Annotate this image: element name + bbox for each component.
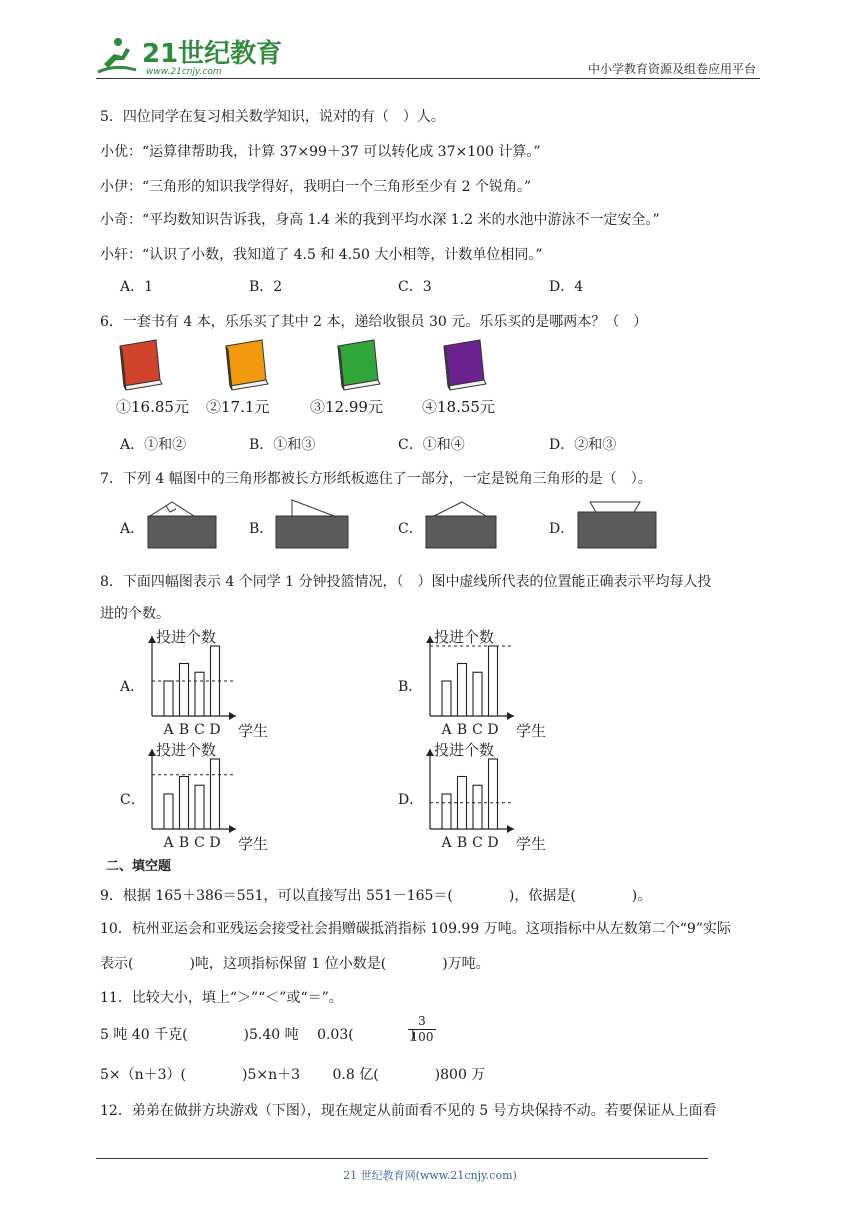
chart-category-label: B bbox=[456, 835, 468, 851]
chart-title: 投进个数 bbox=[156, 741, 217, 759]
q5-stem: 5．四位同学在复习相关数学知识，说对的有（ ）人。 bbox=[100, 109, 445, 125]
q7-figure-b bbox=[272, 496, 352, 550]
q6-stem: 6．一套书有 4 本，乐乐买了其中 2 本，递给收银员 30 元。乐乐买的是哪两本？（ ） bbox=[100, 314, 648, 330]
q5-statement-3: 小奇：“平均数知识告诉我，身高 1.4 米的我到平均水深 1.2 米的水池中游泳不一定安全。” bbox=[100, 212, 660, 228]
book-3-icon bbox=[338, 340, 380, 390]
footer-site: 21 世纪教育网(www.21cnjy.com) bbox=[343, 1169, 517, 1182]
chart-bar-A bbox=[164, 681, 173, 716]
q5-option-c[interactable]: C．3 bbox=[398, 279, 432, 295]
q5-statement-1: 小优：“运算律帮助我，计算 37×99＋37 可以转化成 37×100 计算。” bbox=[100, 144, 541, 160]
chart-bar-A bbox=[442, 681, 451, 716]
q7-label-c[interactable]: C． bbox=[398, 521, 423, 537]
q8-chart-d bbox=[418, 737, 568, 857]
platform-name: 中小学教育资源及组卷应用平台 bbox=[587, 62, 756, 76]
chart-category-label: B bbox=[456, 722, 468, 738]
chart-bar-A bbox=[442, 794, 451, 829]
q11-row-1: 5 吨 40 千克( )5.40 吨 0.03( ) bbox=[100, 1027, 416, 1043]
chart-title: 投进个数 bbox=[434, 628, 495, 646]
chart-bar-B bbox=[458, 664, 467, 717]
book-1-price: ①16.85元 bbox=[116, 398, 189, 416]
book-2-icon bbox=[226, 340, 268, 390]
book-2-price: ②17.1元 bbox=[206, 398, 270, 416]
q5-option-d[interactable]: D．4 bbox=[549, 279, 584, 295]
q8-label-c[interactable]: C． bbox=[120, 792, 145, 808]
book-3-price: ③12.99元 bbox=[310, 398, 383, 416]
book-4-price: ④18.55元 bbox=[422, 398, 495, 416]
q7-figure-c bbox=[422, 498, 500, 550]
chart-bar-A bbox=[164, 794, 173, 829]
q8-chart-c bbox=[140, 737, 290, 857]
q8-label-a[interactable]: A． bbox=[120, 679, 145, 695]
chart-category-label: A bbox=[441, 835, 452, 851]
chart-category-label: D bbox=[487, 835, 499, 851]
chart-bar-D bbox=[489, 759, 498, 829]
q6-option-d[interactable]: D．②和③ bbox=[549, 437, 617, 453]
books-illustration bbox=[110, 340, 530, 396]
q9-text: 9．根据 165＋386＝551，可以直接写出 551－165＝( )，依据是( )。 bbox=[100, 888, 652, 904]
chart-xlabel: 学生 bbox=[238, 722, 269, 740]
runner-icon bbox=[98, 38, 136, 72]
logo-url: www.21cnjy.com bbox=[146, 67, 222, 77]
chart-bar-D bbox=[489, 646, 498, 716]
q8-chart-a bbox=[140, 624, 290, 744]
q5-option-a[interactable]: A．1 bbox=[120, 279, 154, 295]
q11-fraction bbox=[408, 1014, 436, 1044]
q11-row-2: 5×（n＋3）( )5×n＋3 0.8 亿( )800 万 bbox=[100, 1067, 486, 1083]
fraction-numerator: 3 bbox=[418, 1014, 426, 1028]
chart-category-label: C bbox=[472, 835, 483, 851]
chart-bar-D bbox=[211, 759, 220, 829]
book-4-icon bbox=[444, 340, 486, 390]
chart-category-label: A bbox=[441, 722, 452, 738]
fraction-denominator: 100 bbox=[408, 1029, 436, 1044]
q5-option-b[interactable]: B．2 bbox=[249, 279, 283, 295]
chart-category-label: A bbox=[163, 722, 174, 738]
q8-chart-b bbox=[418, 624, 568, 744]
chart-xlabel: 学生 bbox=[238, 835, 269, 853]
chart-xlabel: 学生 bbox=[516, 722, 547, 740]
chart-category-label: C bbox=[472, 722, 483, 738]
chart-bar-C bbox=[473, 785, 482, 829]
chart-category-label: C bbox=[194, 835, 205, 851]
q5-statement-4: 小轩：“认识了小数，我知道了 4.5 和 4.50 大小相等，计数单位相同。” bbox=[100, 247, 543, 263]
chart-xlabel: 学生 bbox=[516, 835, 547, 853]
chart-category-label: B bbox=[178, 722, 190, 738]
chart-bar-C bbox=[195, 672, 204, 716]
q7-figure-a bbox=[144, 500, 220, 550]
chart-category-label: D bbox=[209, 835, 221, 851]
book-1-icon bbox=[120, 340, 162, 390]
q8-label-b[interactable]: B． bbox=[398, 679, 423, 695]
footer-divider bbox=[96, 1158, 708, 1159]
q6-option-b[interactable]: B．①和③ bbox=[249, 437, 316, 453]
q12-text: 12．弟弟在做拼方块游戏（下图），现在规定从前面看不见的 5 号方块保持不动。若要保证从上面看 bbox=[100, 1103, 717, 1119]
chart-title: 投进个数 bbox=[156, 628, 217, 646]
chart-bar-C bbox=[195, 785, 204, 829]
q6-option-a[interactable]: A．①和② bbox=[120, 437, 187, 453]
q7-figure-d bbox=[574, 498, 660, 550]
q8-label-d[interactable]: D． bbox=[398, 792, 424, 808]
q7-label-a[interactable]: A． bbox=[120, 521, 145, 537]
q11-stem: 11．比较大小，填上“＞”“＜”或“＝”。 bbox=[100, 990, 343, 1006]
chart-bar-B bbox=[180, 777, 189, 830]
q7-label-d[interactable]: D． bbox=[549, 521, 575, 537]
chart-category-label: C bbox=[194, 722, 205, 738]
q10-line-2: 表示( )吨，这项指标保留 1 位小数是( )万吨。 bbox=[100, 956, 490, 972]
q10-line-1: 10．杭州亚运会和亚残运会接受社会捐赠碳抵消指标 109.99 万吨。这项指标中从左数第二个“9”实际 bbox=[100, 921, 731, 937]
q5-statement-2: 小伊：“三角形的知识我学得好，我明白一个三角形至少有 2 个锐角。” bbox=[100, 179, 532, 195]
section-title-fill-in: 二、填空题 bbox=[106, 859, 172, 874]
q7-stem: 7．下列 4 幅图中的三角形都被长方形纸板遮住了一部分，一定是锐角三角形的是（ ）。 bbox=[100, 471, 652, 487]
q8-stem-line-2: 进的个数。 bbox=[100, 606, 170, 622]
chart-category-label: D bbox=[209, 722, 221, 738]
q8-stem-line-1: 8．下面四幅图表示 4 个同学 1 分钟投篮情况，（ ）图中虚线所代表的位置能正确表示平均每人投 bbox=[100, 574, 712, 590]
chart-title: 投进个数 bbox=[434, 741, 495, 759]
chart-category-label: A bbox=[163, 835, 174, 851]
q6-option-c[interactable]: C．①和④ bbox=[398, 437, 465, 453]
chart-category-label: B bbox=[178, 835, 190, 851]
chart-bar-C bbox=[473, 672, 482, 716]
chart-bar-B bbox=[180, 664, 189, 717]
chart-category-label: D bbox=[487, 722, 499, 738]
q7-label-b[interactable]: B． bbox=[249, 521, 274, 537]
header-divider bbox=[96, 78, 760, 79]
site-logo bbox=[96, 34, 283, 80]
logo-text: 21世纪教育 bbox=[142, 39, 283, 69]
